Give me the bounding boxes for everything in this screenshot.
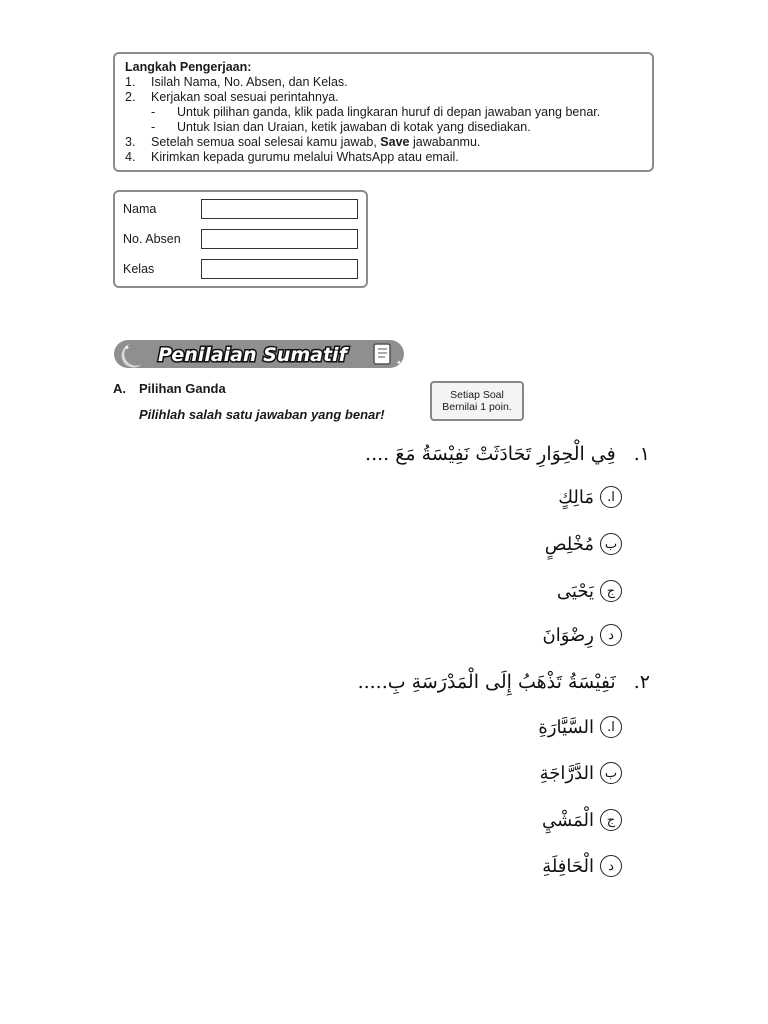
question-1: [365, 443, 650, 465]
question-text: فِي الْحِوَارِ تَحَادَثَتْ نَفِيْسَةُ مَعَ ....: [365, 443, 616, 465]
question-text: نَفِيْسَةُ تَذْهَبُ إِلَى الْمَدْرَسَةِ بِ.....: [357, 671, 616, 693]
section-banner: [112, 338, 418, 370]
question-number: ٢.: [633, 671, 650, 693]
option-circle[interactable]: ج: [600, 809, 622, 831]
option-circle[interactable]: د: [600, 855, 622, 877]
option-text: مَالِكٍ: [558, 486, 594, 508]
class-field[interactable]: [201, 259, 358, 279]
class-label: Kelas: [123, 262, 155, 276]
svg-text:✦: ✦: [396, 359, 402, 367]
instruction-step: 1. Isilah Nama, No. Absen, dan Kelas.: [125, 75, 348, 89]
option-text: رِضْوَانَ: [542, 624, 594, 646]
name-field[interactable]: [201, 199, 358, 219]
option-q1-c[interactable]: [557, 580, 622, 602]
option-q2-c[interactable]: [542, 809, 622, 831]
save-emphasis: Save: [380, 135, 410, 149]
instructions-heading: Langkah Pengerjaan:: [125, 60, 252, 74]
name-label: Nama: [123, 202, 157, 216]
instruction-substep: - Untuk pilihan ganda, klik pada lingkaran huruf di depan jawaban yang benar.: [151, 105, 601, 119]
instruction-substep: - Untuk Isian dan Uraian, ketik jawaban di kotak yang disediakan.: [151, 120, 531, 134]
instruction-step: 2. Kerjakan soal sesuai perintahnya.: [125, 90, 339, 104]
option-circle[interactable]: ب: [600, 762, 622, 784]
option-q1-d[interactable]: [543, 624, 623, 646]
absen-label: No. Absen: [123, 232, 181, 246]
option-circle[interactable]: ج: [600, 580, 622, 602]
instruction-step: 3. Setelah semua soal selesai kamu jawab, Save jawabanmu.: [125, 135, 481, 149]
option-text: الْحَافِلَةِ: [542, 855, 594, 877]
option-text: مُخْلِصٍ: [544, 533, 594, 555]
section-a-instruction: Pilihlah salah satu jawaban yang benar!: [139, 407, 385, 422]
question-number: ١.: [633, 443, 650, 465]
option-circle[interactable]: د: [600, 624, 622, 646]
option-circle[interactable]: ا.: [600, 716, 622, 738]
points-box: Setiap Soal Bernilai 1 poin.: [430, 381, 524, 421]
instructions-box: [113, 52, 654, 172]
option-q2-d[interactable]: [542, 855, 622, 877]
banner-title: Penilaian Sumatif: [158, 344, 347, 366]
instruction-step: 4. Kirimkan kepada gurumu melalui WhatsApp atau email.: [125, 150, 459, 164]
option-q2-b[interactable]: [540, 762, 622, 784]
svg-text:✱: ✱: [402, 342, 411, 353]
option-q1-b[interactable]: [545, 533, 622, 555]
absen-field[interactable]: [201, 229, 358, 249]
notebook-icon: [374, 344, 390, 364]
option-text: السَّيَّارَةِ: [538, 716, 594, 738]
question-2: [358, 671, 650, 693]
option-q2-a[interactable]: [538, 716, 622, 738]
option-text: الْمَشْيِ: [542, 809, 594, 831]
option-circle[interactable]: ب: [600, 533, 622, 555]
section-a-heading: A. Pilihan Ganda: [113, 381, 226, 396]
identity-box: [113, 190, 368, 288]
svg-text:✦: ✦: [124, 344, 130, 352]
option-text: الدَّرَّاجَةِ: [539, 762, 594, 784]
option-circle[interactable]: ا.: [600, 486, 622, 508]
option-q1-a[interactable]: [558, 486, 622, 508]
option-text: يَحْيَى: [556, 580, 594, 602]
banner-graphic: [112, 338, 418, 370]
